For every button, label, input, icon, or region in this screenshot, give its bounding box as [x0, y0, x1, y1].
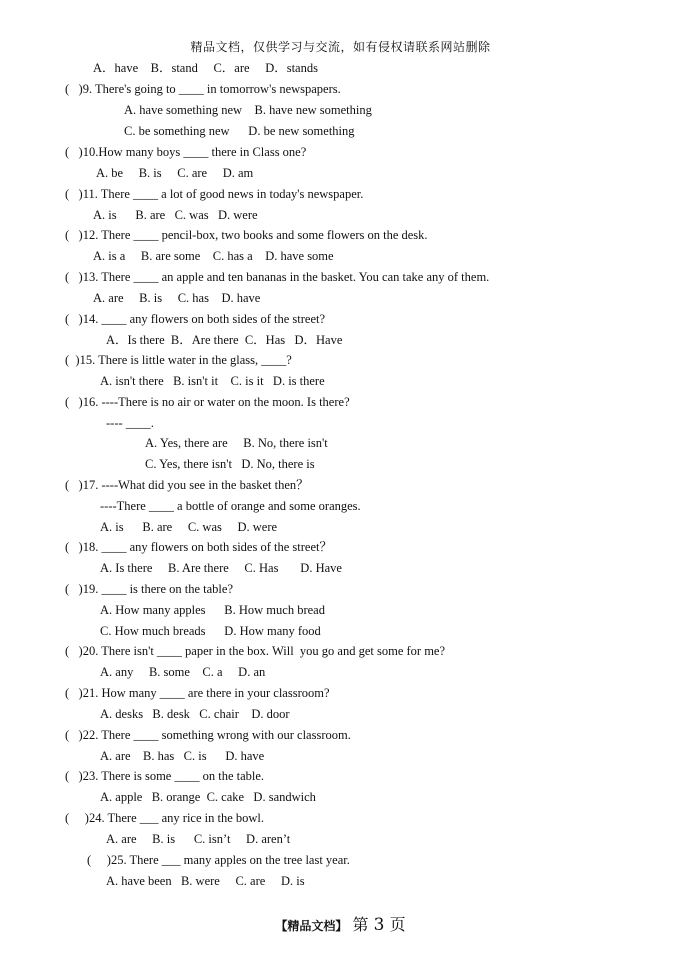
answer-options-line: A. are B. is C. has D. have [93, 291, 261, 305]
answer-options-line: A. Is there B. Are there C. Has D. Have [100, 561, 342, 575]
question-line: ( )17. ----What did you see in the basket then？ [65, 478, 309, 492]
question-line: ( )23. There is some ____ on the table. [65, 769, 265, 783]
answer-options-line: A. be B. is C. are D. am [96, 166, 254, 180]
page-suffix: 页 [389, 915, 406, 934]
answer-options-line: A. is a B. are some C. has a D. have some [93, 249, 334, 263]
answer-options-line: ----There ____ a bottle of orange and some oranges. [100, 499, 361, 513]
answer-options-line: A．Is there B．Are there C．Has D．Have [106, 333, 343, 347]
page-footer [0, 912, 681, 935]
answer-options-line: A. desks B. desk C. chair D. door [100, 707, 290, 721]
question-line: ( )22. There ____ something wrong with our classroom. [65, 728, 351, 742]
question-line: ( )10.How many boys ____ there in Class one? [65, 145, 307, 159]
question-line: ( )19. ____ is there on the table? [65, 582, 234, 596]
question-line: ( )11. There ____ a lot of good news in today's newspaper. [65, 187, 364, 201]
answer-options-line: C. be something new D. be new something [124, 124, 355, 138]
answer-options-line: A. isn't there B. isn't it C. is it D. is there [100, 374, 325, 388]
answer-options-line: A. is B. are C. was D. were [100, 520, 278, 534]
question-line: ( )20. There isn't ____ paper in the box. Will you go and get some for me? [65, 644, 446, 658]
answer-options-line: C. How much breads D. How many food [100, 624, 321, 638]
answer-options-line: C. Yes, there isn't D. No, there is [145, 457, 315, 471]
answer-options-line: A. is B. are C. was D. were [93, 208, 258, 222]
answer-options-line: A. have been B. were C. are D. is [106, 874, 305, 888]
question-line: ( )25. There ___ many apples on the tree last year. [87, 853, 350, 867]
page-number: 3 [373, 915, 385, 935]
question-line: ( )18. ____ any flowers on both sides of the street？ [65, 540, 332, 554]
answer-options-line: A. are B. has C. is D. have [100, 749, 265, 763]
question-line: ( )15. There is little water in the glass, ____? [65, 353, 292, 367]
answer-options-line: A．have B．stand C．are D．stands [93, 61, 318, 75]
question-line: ( )14. ____ any flowers on both sides of the street? [65, 312, 326, 326]
answer-options-line: A. any B. some C. a D. an [100, 665, 266, 679]
answer-options-line: ---- ____. [106, 416, 154, 430]
question-line: ( )16. ----There is no air or water on the moon. Is there? [65, 395, 350, 409]
question-line: ( )21. How many ____ are there in your classroom? [65, 686, 330, 700]
answer-options-line: A. Yes, there are B. No, there isn't [145, 436, 328, 450]
question-line: ( )24. There ___ any rice in the bowl. [65, 811, 265, 825]
page-header: 精品文档，仅供学习与交流，如有侵权请联系网站删除 [190, 40, 491, 54]
answer-options-line: A. apple B. orange C. cake D. sandwich [100, 790, 316, 804]
question-line: ( )12. There ____ pencil-box, two books and some flowers on the desk. [65, 228, 428, 242]
page-prefix: 第 [352, 915, 369, 934]
question-line: ( )13. There ____ an apple and ten bananas in the basket. You can take any of them. [65, 270, 490, 284]
question-line: ( )9. There's going to ____ in tomorrow's newspapers. [65, 82, 341, 96]
answer-options-line: A. are B. is C. isn’t D. aren’t [106, 832, 291, 846]
answer-options-line: A. have something new B. have new something [124, 103, 372, 117]
footer-tag: 【精品文档】 [275, 919, 348, 933]
answer-options-line: A. How many apples B. How much bread [100, 603, 325, 617]
